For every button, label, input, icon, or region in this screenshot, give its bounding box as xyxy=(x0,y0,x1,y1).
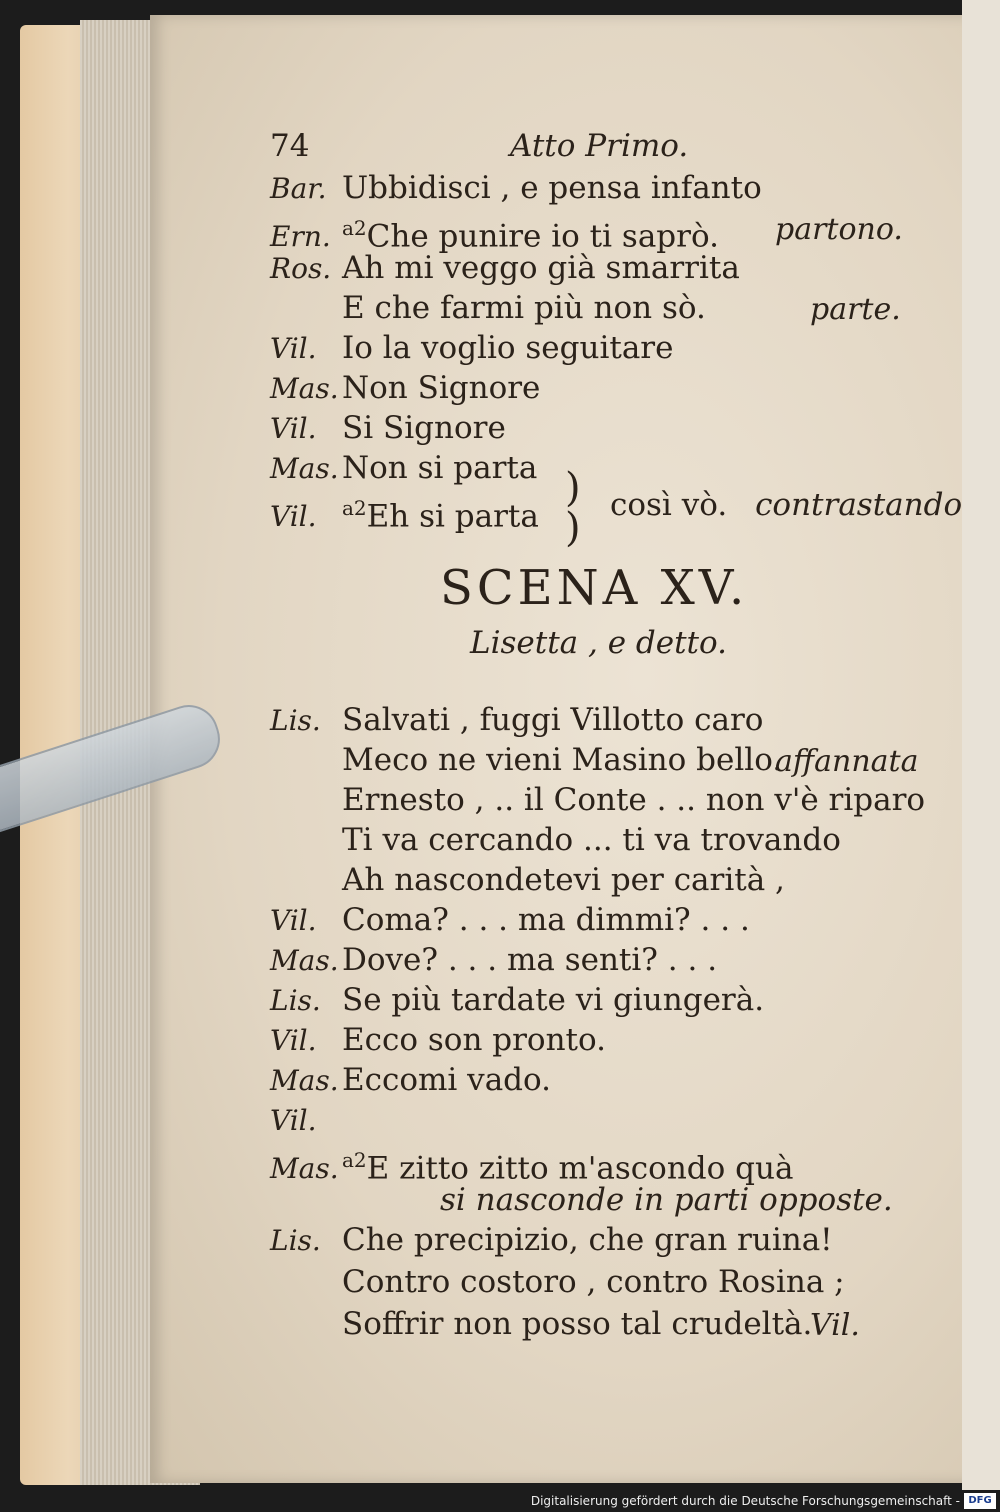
verse-line xyxy=(270,168,762,209)
verse-line xyxy=(270,288,706,328)
speaker-label: Vil. xyxy=(270,412,317,445)
speaker-label: Ern. xyxy=(270,220,331,254)
verse-line xyxy=(270,820,841,860)
verse-text: Se più tardate vi giungerà. xyxy=(342,982,765,1018)
verse-text: Ecco son pronto. xyxy=(342,1022,606,1058)
verse-text: Io la voglio seguitare xyxy=(342,330,674,366)
speaker-label: Vil. xyxy=(270,332,317,365)
verse-line xyxy=(270,1100,342,1141)
duet-stage-direction: così vò. contrastando xyxy=(610,487,963,523)
stage-note: affannata xyxy=(775,744,919,779)
verse-line xyxy=(270,248,740,289)
verse-line xyxy=(270,328,673,369)
verse-text: Ti va cercando ... ti va trovando xyxy=(342,822,841,858)
speaker-label: Vil. xyxy=(270,904,317,937)
duet-marker: a2 xyxy=(342,1148,367,1172)
verse-text: Soffrir non posso tal crudeltà. xyxy=(342,1306,813,1342)
verse-line xyxy=(270,368,540,409)
verse-text: Ubbidisci , e pensa infanto xyxy=(342,170,762,206)
verse-line xyxy=(270,940,717,981)
verse-text: E zitto zitto m'ascondo quà xyxy=(366,1150,794,1187)
verse-text: Non Signore xyxy=(342,370,541,406)
duet-brace: ) xyxy=(565,505,581,551)
verse-line xyxy=(270,900,750,941)
verse-text: Ah mi veggo già smarrita xyxy=(342,250,740,286)
verse-line xyxy=(270,980,764,1021)
verse-text: Si Signore xyxy=(342,410,506,446)
verse-text: E che farmi più non sò. xyxy=(342,290,706,326)
duet-brace: ) xyxy=(565,465,581,511)
stage-note: partono. xyxy=(775,212,903,247)
verse-text: Eh si parta xyxy=(366,498,539,535)
verse-line xyxy=(270,1304,812,1344)
stage-direction: si nasconde in parti opposte. xyxy=(440,1182,893,1218)
speaker-label: Lis. xyxy=(270,1224,321,1257)
verse-text: Ah nascondetevi per carità , xyxy=(342,862,785,898)
facing-page-edge xyxy=(962,0,1000,1490)
verse-text: Contro costoro , contro Rosina ; xyxy=(342,1264,845,1300)
speaker-label: Mas. xyxy=(270,452,339,485)
verse-line xyxy=(270,780,925,820)
verse-text: Coma? . . . ma dimmi? . . . xyxy=(342,902,750,938)
speaker-label: Mas. xyxy=(270,944,339,977)
verse-text: Ernesto , .. il Conte . .. non v'è riparo xyxy=(342,782,926,818)
verse-text: Meco ne vieni Masino bello. xyxy=(342,742,783,778)
speaker-label: Ros. xyxy=(270,252,332,285)
speaker-label: Lis. xyxy=(270,984,321,1017)
verse-line xyxy=(270,740,782,780)
verse-line xyxy=(270,1262,845,1302)
dfg-logo: DFG xyxy=(964,1493,996,1509)
running-title: Atto Primo. xyxy=(510,128,689,164)
speaker-label: Vil. xyxy=(270,500,317,534)
scene-subtitle: Lisetta , e detto. xyxy=(470,625,727,661)
speaker-label: Vil. xyxy=(270,1104,317,1137)
speaker-label: Lis. xyxy=(270,704,321,737)
verse-line xyxy=(270,488,539,537)
footer-credit: Digitalisierung gefördert durch die Deutsche Forschungsgemeinschaft - xyxy=(0,1490,1000,1512)
verse-line xyxy=(270,860,785,900)
speaker-label: Bar. xyxy=(270,172,327,205)
verse-line xyxy=(270,1060,551,1101)
duet-marker: a2 xyxy=(342,216,367,240)
verse-text: Che precipizio, che gran ruina! xyxy=(342,1222,833,1258)
scene-title: SCENA XV. xyxy=(440,560,749,616)
speaker-label: Mas. xyxy=(270,1152,339,1186)
verse-text: Eccomi vado. xyxy=(342,1062,551,1098)
speaker-label: Mas. xyxy=(270,1064,339,1097)
verse-line xyxy=(270,448,537,489)
speaker-label: Vil. xyxy=(270,1024,317,1057)
verse-line xyxy=(270,408,506,449)
verse-text: Non si parta xyxy=(342,450,538,486)
page-number: 74 xyxy=(270,128,310,164)
verse-line xyxy=(270,1220,833,1261)
verse-text: Salvati , fuggi Villotto caro xyxy=(342,702,764,738)
verse-line xyxy=(270,700,763,741)
stage-note: parte. xyxy=(810,292,901,327)
verse-line xyxy=(270,1020,606,1061)
verse-text: Dove? . . . ma senti? . . . xyxy=(342,942,718,978)
stage-note: Vil. xyxy=(810,1308,860,1343)
duet-marker: a2 xyxy=(342,496,367,520)
verse-text: Che punire io ti saprò. xyxy=(366,218,719,255)
speaker-label: Mas. xyxy=(270,372,339,405)
